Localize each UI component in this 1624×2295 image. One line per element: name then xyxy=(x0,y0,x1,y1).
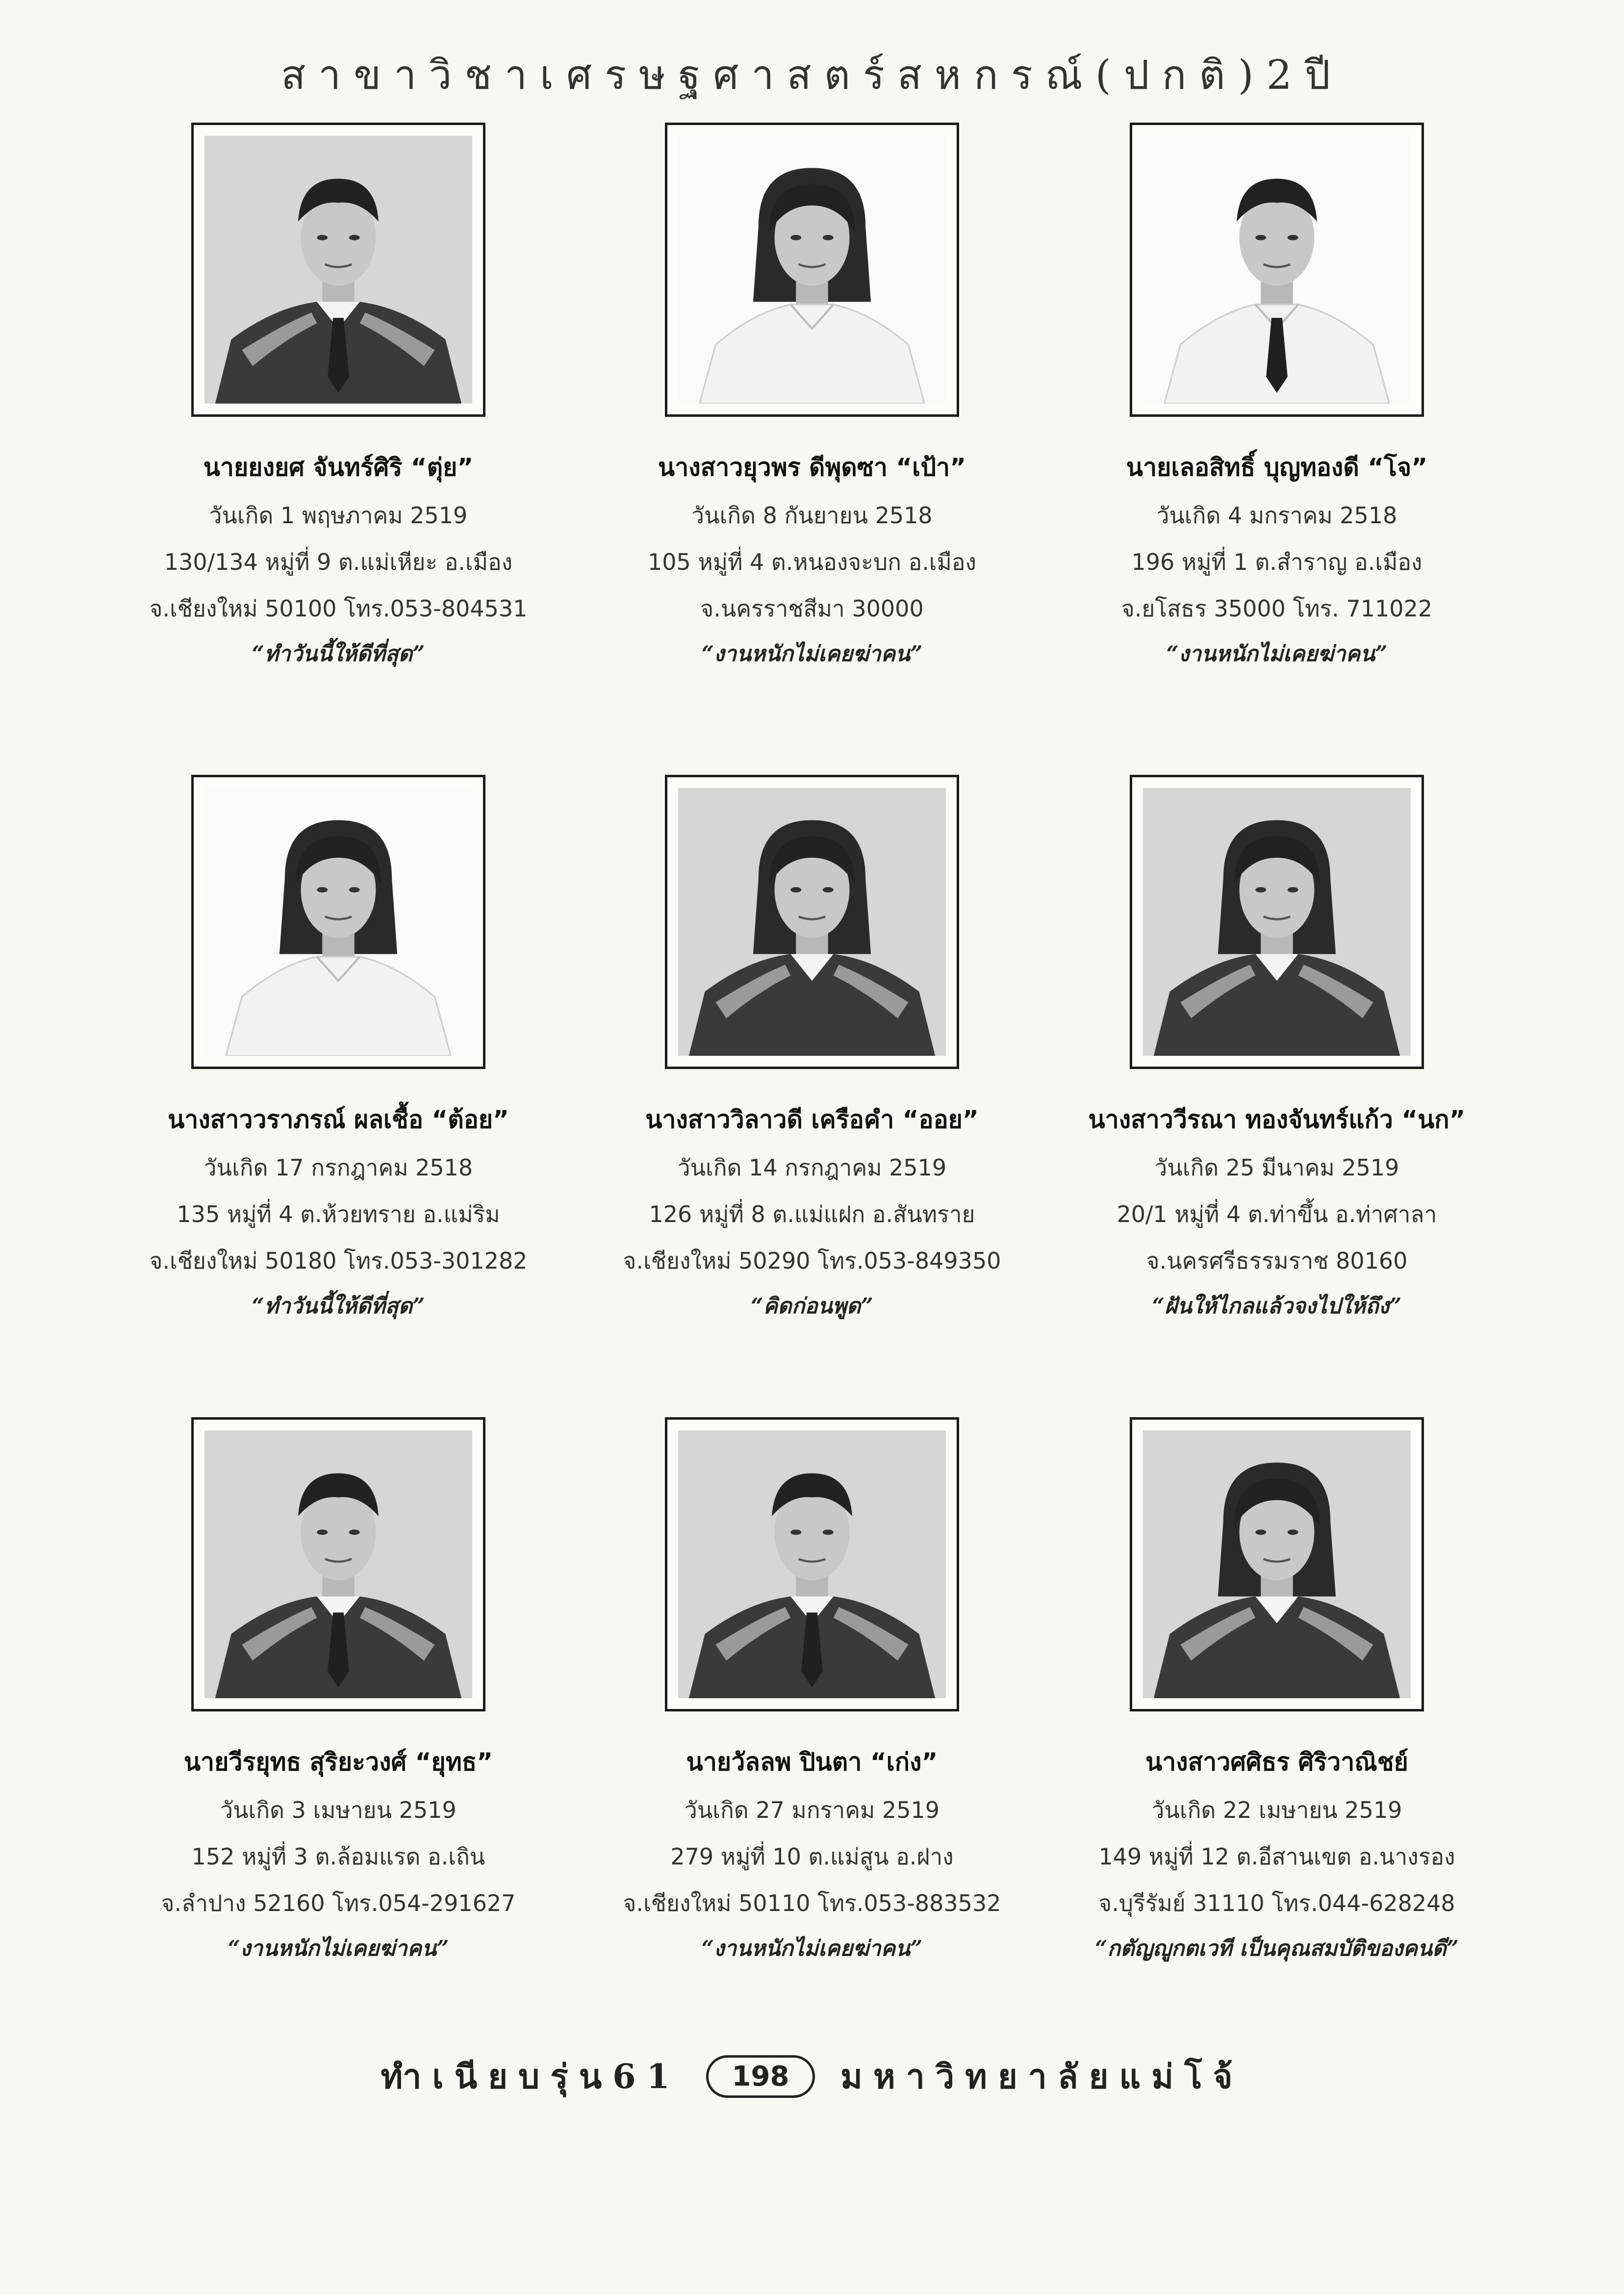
white-shirt xyxy=(226,957,451,1056)
student-motto: “งานหนักไม่เคยฆ่าคน” xyxy=(1166,641,1388,666)
student-address: 130/134 หมู่ที่ 9 ต.แม่เหียะ อ.เมือง xyxy=(164,549,513,575)
student-name: นางสาวยุวพร ดีพุดซา “เป้า” xyxy=(658,453,966,482)
student-name: นางสาววิลาวดี เครือคำ “ออย” xyxy=(645,1105,979,1134)
student-motto: “คิดก่อนพูด” xyxy=(751,1294,873,1319)
student-address-contact: จ.เชียงใหม่ 50180 โทร.053-301282 xyxy=(149,1248,528,1274)
student-address-contact: จ.ลำปาง 52160 โทร.054-291627 xyxy=(161,1890,516,1916)
portrait-illustration xyxy=(204,1430,472,1698)
right-eye xyxy=(823,235,834,240)
page-number: 198 xyxy=(706,2055,815,2098)
student-motto: “งานหนักไม่เคยฆ่าคน” xyxy=(701,641,923,666)
student-address: 149 หมู่ที่ 12 ต.อีสานเขต อ.นางรอง xyxy=(1098,1843,1455,1870)
student-address: 135 หมู่ที่ 4 ต.ห้วยทราย อ.แม่ริม xyxy=(177,1201,500,1227)
student-address-contact: จ.เชียงใหม่ 50100 โทร.053-804531 xyxy=(149,595,528,622)
portrait-illustration xyxy=(678,788,946,1056)
student-motto: “กตัญญูกตเวที เป็นคุณสมบัติของคนดี” xyxy=(1095,1936,1459,1961)
photo-frame xyxy=(191,775,485,1069)
student-birthdate: วันเกิด 14 กรกฎาคม 2519 xyxy=(677,1154,947,1181)
student-motto: “งานหนักไม่เคยฆ่าคน” xyxy=(701,1936,923,1961)
student-birthdate: วันเกิด 4 มกราคม 2518 xyxy=(1156,502,1397,529)
student-address-contact: จ.ยโสธร 35000 โทร. 711022 xyxy=(1121,595,1433,622)
photo-frame xyxy=(1130,775,1424,1069)
student-card xyxy=(83,1417,593,1965)
student-photo xyxy=(678,1430,946,1698)
right-eye xyxy=(349,235,360,240)
left-eye xyxy=(317,235,328,240)
left-eye xyxy=(1255,887,1266,892)
student-birthdate: วันเกิด 22 เมษายน 2519 xyxy=(1151,1797,1402,1823)
student-photo xyxy=(678,136,946,404)
photo-frame xyxy=(665,1417,959,1711)
student-card xyxy=(83,775,593,1323)
student-address-contact: จ.นครศรีธรรมราช 80160 xyxy=(1146,1248,1408,1274)
right-eye xyxy=(1288,235,1298,240)
student-card xyxy=(557,1417,1067,1965)
left-eye xyxy=(790,1530,801,1535)
student-name: นายยงยศ จันทร์ศิริ “ตุ่ย” xyxy=(203,453,474,482)
student-name: นายเลอสิทธิ์ บุญทองดี “โจ” xyxy=(1126,453,1428,482)
student-name: นางสาววีรณา ทองจันทร์แก้ว “นก” xyxy=(1088,1105,1466,1134)
left-eye xyxy=(1255,1530,1266,1535)
student-photo xyxy=(204,1430,472,1698)
footer-yearbook-title: ทำเนียบรุ่น61 xyxy=(381,2057,681,2096)
student-address-contact: จ.เชียงใหม่ 50290 โทร.053-849350 xyxy=(623,1248,1001,1274)
student-birthdate: วันเกิด 25 มีนาคม 2519 xyxy=(1154,1154,1399,1181)
student-motto: “งานหนักไม่เคยฆ่าคน” xyxy=(228,1936,449,1961)
student-name: นางสาวศศิธร ศิริวาณิชย์ xyxy=(1145,1748,1408,1776)
page-title: สาขาวิชาเศรษฐศาสตร์สหกรณ์(ปกติ)2ปี xyxy=(281,52,1343,99)
student-card xyxy=(557,775,1067,1323)
photo-frame xyxy=(191,123,485,417)
student-photo xyxy=(204,136,472,404)
right-eye xyxy=(1288,1530,1298,1535)
student-name: นายวีรยุทธ สุริยะวงศ์ “ยุทธ” xyxy=(183,1748,493,1776)
photo-frame xyxy=(665,123,959,417)
photo-frame xyxy=(1130,1417,1424,1711)
left-eye xyxy=(317,887,328,892)
student-card xyxy=(557,123,1067,671)
student-birthdate: วันเกิด 1 พฤษภาคม 2519 xyxy=(209,502,468,529)
student-address: 279 หมู่ที่ 10 ต.แม่สูน อ.ฝาง xyxy=(670,1843,954,1870)
student-address: 196 หมู่ที่ 1 ต.สำราญ อ.เมือง xyxy=(1131,549,1422,575)
student-card xyxy=(83,123,593,671)
student-photo xyxy=(678,788,946,1056)
photo-frame xyxy=(665,775,959,1069)
portrait-illustration xyxy=(204,136,472,404)
left-eye xyxy=(790,235,801,240)
student-birthdate: วันเกิด 3 เมษายน 2519 xyxy=(220,1797,457,1823)
student-card xyxy=(1022,123,1532,671)
student-photo xyxy=(1143,136,1411,404)
student-motto: “ทำวันนี้ให้ดีที่สุด” xyxy=(252,1294,425,1319)
portrait-illustration xyxy=(1143,1430,1411,1698)
white-shirt xyxy=(700,305,925,404)
left-eye xyxy=(317,1530,328,1535)
page-footer xyxy=(0,2050,1624,2103)
portrait-illustration xyxy=(1143,788,1411,1056)
student-name: นายวัลลพ ปินตา “เก่ง” xyxy=(686,1748,938,1776)
student-address: 126 หมู่ที่ 8 ต.แม่แฝก อ.สันทราย xyxy=(649,1201,975,1227)
portrait-illustration xyxy=(678,1430,946,1698)
right-eye xyxy=(823,1530,834,1535)
student-address: 20/1 หมู่ที่ 4 ต.ท่าขึ้น อ.ท่าศาลา xyxy=(1116,1201,1437,1227)
student-address-contact: จ.บุรีรัมย์ 31110 โทร.044-628248 xyxy=(1098,1890,1455,1916)
student-photo xyxy=(1143,1430,1411,1698)
student-card xyxy=(1022,1417,1532,1965)
right-eye xyxy=(823,887,834,892)
photo-frame xyxy=(191,1417,485,1711)
student-photo xyxy=(204,788,472,1056)
student-address-contact: จ.นครราชสีมา 30000 xyxy=(700,595,924,622)
portrait-illustration xyxy=(1143,136,1411,404)
student-birthdate: วันเกิด 27 มกราคม 2519 xyxy=(685,1797,939,1823)
student-birthdate: วันเกิด 8 กันยายน 2518 xyxy=(691,502,933,529)
portrait-illustration xyxy=(678,136,946,404)
right-eye xyxy=(349,1530,360,1535)
photo-frame xyxy=(1130,123,1424,417)
student-card xyxy=(1022,775,1532,1323)
right-eye xyxy=(349,887,360,892)
student-address-contact: จ.เชียงใหม่ 50110 โทร.053-883532 xyxy=(623,1890,1001,1916)
student-name: นางสาววราภรณ์ ผลเชื้อ “ต้อย” xyxy=(168,1105,509,1134)
right-eye xyxy=(1288,887,1298,892)
student-photo xyxy=(1143,788,1411,1056)
student-address: 105 หมู่ที่ 4 ต.หนองจะบก อ.เมือง xyxy=(648,549,976,575)
student-motto: “ฝันให้ไกลแล้วจงไปให้ถึง” xyxy=(1152,1294,1402,1319)
student-birthdate: วันเกิด 17 กรกฎาคม 2518 xyxy=(203,1154,473,1181)
student-address: 152 หมู่ที่ 3 ต.ล้อมแรด อ.เถิน xyxy=(191,1843,485,1870)
footer-university-name: มหาวิทยาลัยแม่โจ้ xyxy=(840,2057,1243,2096)
student-motto: “ทำวันนี้ให้ดีที่สุด” xyxy=(252,641,425,666)
left-eye xyxy=(790,887,801,892)
portrait-illustration xyxy=(204,788,472,1056)
left-eye xyxy=(1255,235,1266,240)
